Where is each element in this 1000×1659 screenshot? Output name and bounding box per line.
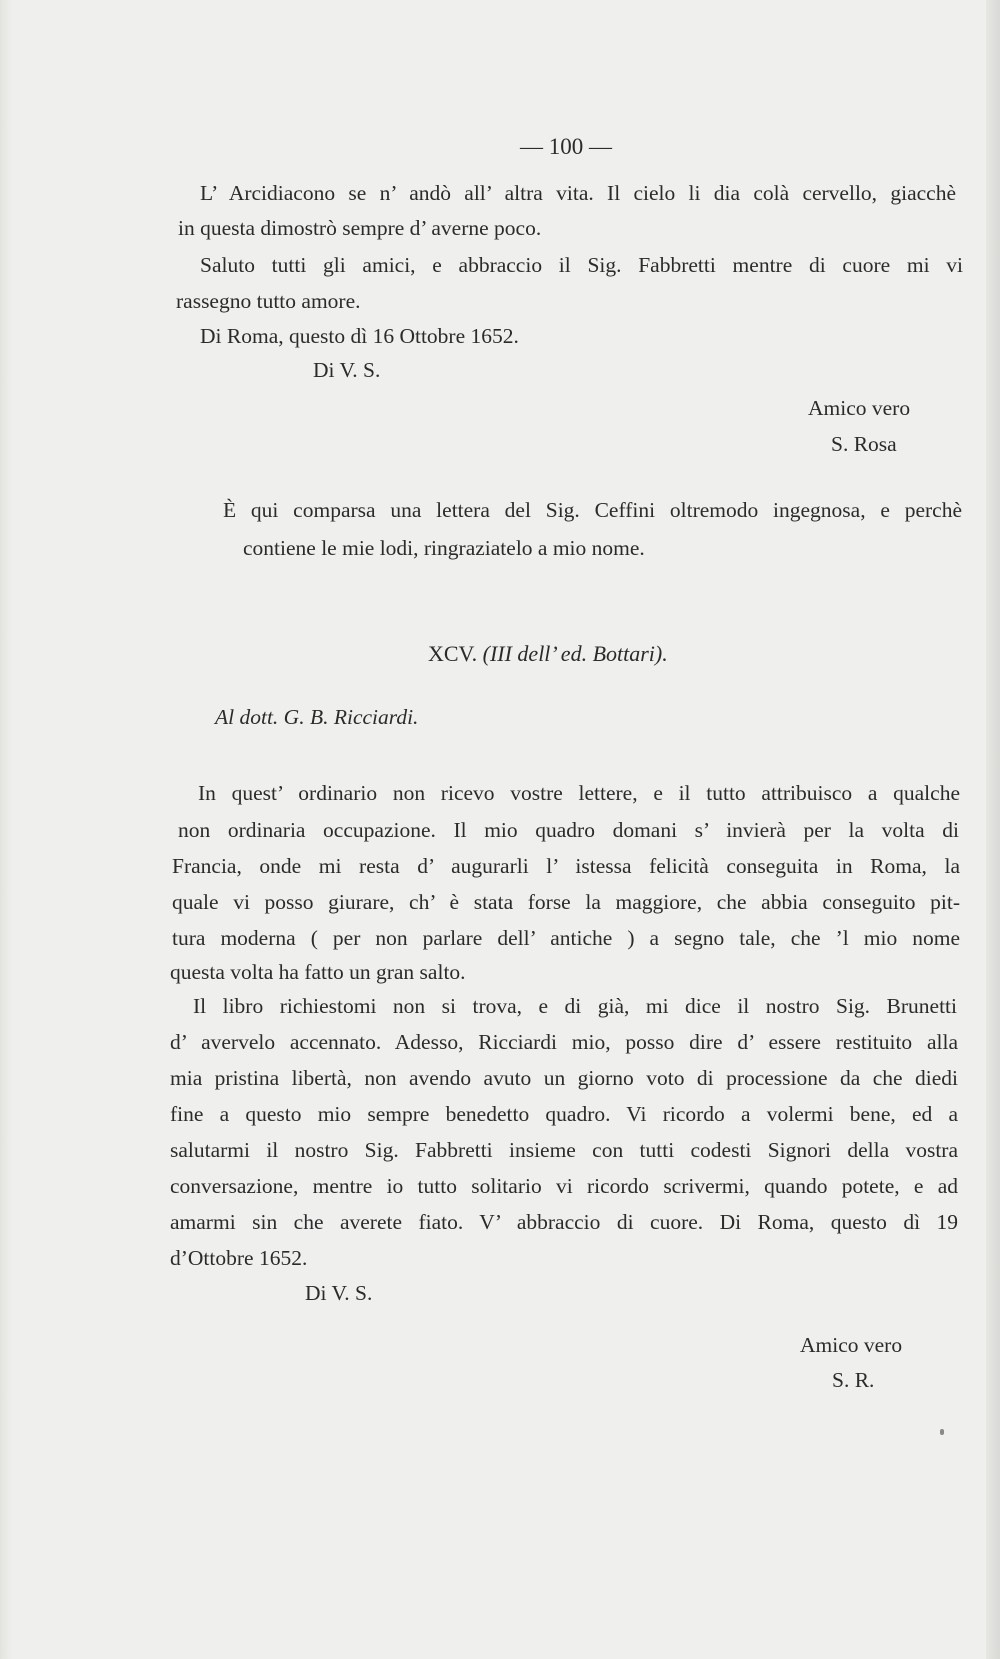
salutation-line: Di V. S. <box>305 1281 373 1305</box>
text-line: Il libro richiestomi non si trova, e di già, mi dice il nostro Sig. Brunetti <box>193 994 957 1018</box>
text-line: d’ avervelo accennato. Adesso, Ricciardi mio, posso dire d’ essere restituito alla <box>170 1030 958 1054</box>
signature: S. Rosa <box>831 432 897 456</box>
text-line: salutarmi il nostro Sig. Fabbretti insieme con tutti codesti Signori della vostra <box>170 1138 958 1162</box>
text-line: in questa dimostrò sempre d’ averne poco. <box>178 216 542 240</box>
edition-note: (III dell’ ed. Bottari). <box>482 641 668 666</box>
text-line: L’ Arcidiacono se n’ andò all’ altra vita. Il cielo li dia colà cervello, giacchè <box>200 181 956 205</box>
text-line: Francia, onde mi resta d’ augurarli l’ istessa felicità conseguita in Roma, la <box>172 854 960 878</box>
text-line: questa volta ha fatto un gran salto. <box>170 960 466 984</box>
letter-date: Di Roma, questo dì 16 Ottobre 1652. <box>200 324 519 348</box>
text-line: conversazione, mentre io tutto solitario vi ricordo scrivermi, quando potete, e ad <box>170 1174 958 1198</box>
text-line: non ordinaria occupazione. Il mio quadro domani s’ invierà per la volta di <box>178 818 959 842</box>
letter-date: d’Ottobre 1652. <box>170 1246 308 1270</box>
text-line: mia pristina libertà, non avendo avuto un giorno voto di processione da che diedi <box>170 1066 958 1090</box>
page-edge <box>986 0 1000 1659</box>
postscript-line: È qui comparsa una lettera del Sig. Ceffini oltremodo ingegnosa, e perchè <box>223 498 962 522</box>
text-line: In quest’ ordinario non ricevo vostre lettere, e il tutto attribuisco a qualche <box>198 781 960 805</box>
closing-line: Amico vero <box>800 1333 903 1357</box>
page-fold-shadow <box>0 0 12 1659</box>
letter-heading <box>428 643 668 665</box>
addressee: Al dott. G. B. Ricciardi. <box>215 705 419 729</box>
text-line: tura moderna ( per non parlare dell’ antiche ) a segno tale, che ’l mio nome <box>172 926 960 950</box>
signature: S. R. <box>832 1368 875 1392</box>
postscript-line: contiene le mie lodi, ringraziatelo a mio nome. <box>243 536 645 560</box>
text-line: rassegno tutto amore. <box>176 289 361 313</box>
closing-line: Amico vero <box>808 396 911 420</box>
text-line: fine a questo mio sempre benedetto quadro. Vi ricordo a volermi bene, ed a <box>170 1102 958 1126</box>
text-line: Saluto tutti gli amici, e abbraccio il Sig. Fabbretti mentre di cuore mi vi <box>200 253 963 277</box>
text-line: amarmi sin che averete fiato. V’ abbraccio di cuore. Di Roma, questo dì 19 <box>170 1210 958 1234</box>
letter-number: XCV. <box>428 641 478 666</box>
text-line: quale vi posso giurare, ch’ è stata forse la maggiore, che abbia conseguito pit- <box>172 890 960 914</box>
salutation-line: Di V. S. <box>313 358 381 382</box>
page-number: — 100 — <box>520 134 612 159</box>
ink-speck <box>940 1429 944 1435</box>
